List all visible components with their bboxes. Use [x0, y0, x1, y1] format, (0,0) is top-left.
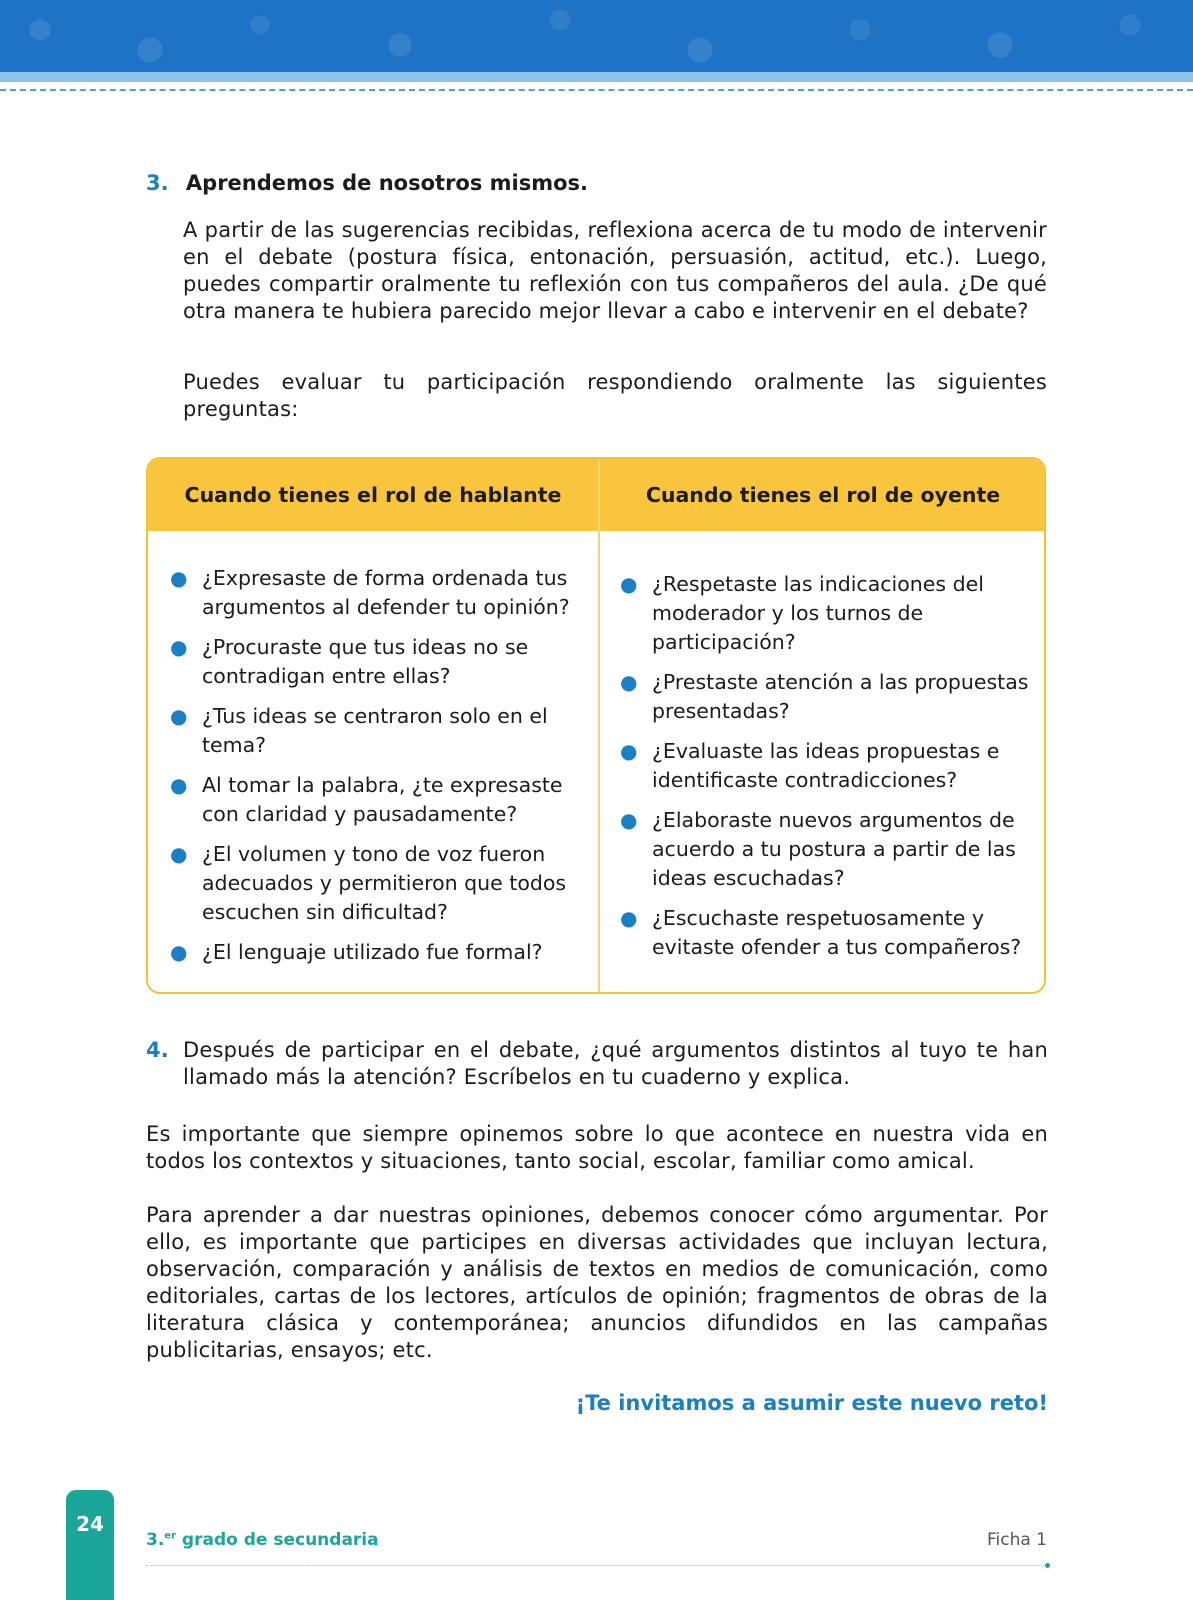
- section-3-number: 3.: [146, 171, 169, 195]
- list-item: ● ¿Prestaste atención a las propuestas presentadas?: [620, 670, 1029, 723]
- section-4: [146, 1037, 1048, 1091]
- bullet-icon: ●: [170, 940, 188, 964]
- bullet-icon: ●: [170, 704, 188, 728]
- list-item: ● ¿El lenguaje utilizado fue formal?: [164, 938, 584, 967]
- body-paragraph-2: Para aprender a dar nuestras opiniones, debemos conocer cómo argumentar. Por ello, es importante que participes en diversas actividades que incluyan lectura, observación, comparación y análisis de textos en medios de comunicación, como editoriales, cartas de los lectores, artículos de opinión; fragmentos de obras de la literatura clásica y contemporánea; anuncios difundidos en las campañas publicitarias, ensayos; etc.: [146, 1203, 1048, 1362]
- footer-dot: [1045, 1563, 1050, 1568]
- bullet-icon: ●: [620, 808, 638, 832]
- list-item: ● ¿El volumen y tono de voz fueron adecuados y permitieron que todos escuchen sin dificultad?: [170, 842, 567, 924]
- closing-invitation: ¡Te invitamos a asumir este nuevo reto!: [575, 1391, 1048, 1415]
- header-stripe: [0, 72, 1193, 82]
- section-3-heading: [146, 171, 1048, 195]
- bullet-icon: ●: [620, 906, 638, 930]
- table-column-divider: [598, 459, 600, 992]
- bullet-icon: ●: [620, 670, 638, 694]
- page-number-tab: [66, 1490, 114, 1600]
- bullet-icon: ●: [620, 739, 638, 763]
- bullet-icon: ●: [170, 842, 188, 866]
- list-item: ● ¿Procuraste que tus ideas no se contradigan entre ellas?: [170, 635, 529, 688]
- page-number: 24: [76, 1512, 104, 1536]
- header-dashed-divider: [0, 89, 1193, 91]
- list-item: ● ¿Expresaste de forma ordenada tus argumentos al defender tu opinión?: [170, 566, 570, 619]
- section-3-paragraph-2: Puedes evaluar tu participación respondiendo oralmente las siguientes preguntas:: [183, 370, 1047, 421]
- list-item: ● ¿Respetaste las indicaciones del moderador y los turnos de participación?: [620, 572, 984, 654]
- body-paragraph-1: Es importante que siempre opinemos sobre lo que acontece en nuestra vida en todos los contextos y situaciones, tanto social, escolar, familiar como amical.: [146, 1122, 1048, 1173]
- ficha-label: Ficha 1: [986, 1530, 1047, 1550]
- table-header-listener: Cuando tienes el rol de oyente: [645, 483, 1001, 507]
- footer-divider: [146, 1565, 1048, 1566]
- section-3-paragraph-1: A partir de las sugerencias recibidas, reflexiona acerca de tu modo de intervenir en el debate (postura física, entonación, persuasión, actitud, etc.). Luego, puedes compartir oralmente tu reflexión con tus compañeros del aula. ¿De qué otra manera te hubiera parecido mejor llevar a cabo e intervenir en el debate?: [183, 218, 1047, 323]
- bullet-icon: ●: [620, 572, 638, 596]
- section-4-text: Después de participar en el debate, ¿qué argumentos distintos al tuyo te han llamado más la atención? Escríbelos en tu cuaderno y explica.: [183, 1038, 1048, 1089]
- header-banner: [0, 0, 1193, 72]
- list-item: ● Al tomar la palabra, ¿te expresaste con claridad y pausadamente?: [170, 773, 563, 826]
- section-4-number: 4.: [146, 1038, 169, 1062]
- evaluation-table: [146, 457, 1046, 994]
- list-item: ● ¿Tus ideas se centraron solo en el tema?: [170, 704, 548, 757]
- bullet-icon: ●: [170, 773, 188, 797]
- list-item: ● ¿Elaboraste nuevos argumentos de acuerdo a tu postura a partir de las ideas escuchadas?: [620, 808, 1016, 890]
- list-item: ● ¿Escuchaste respetuosamente y evitaste ofender a tus compañeros?: [620, 906, 1022, 959]
- bullet-icon: ●: [170, 566, 188, 590]
- section-3-title: Aprendemos de nosotros mismos.: [185, 171, 589, 195]
- list-item: ● ¿Evaluaste las ideas propuestas e identificaste contradicciones?: [620, 739, 1000, 792]
- bullet-icon: ●: [170, 635, 188, 659]
- table-header-speaker: Cuando tienes el rol de hablante: [184, 483, 562, 507]
- grade-label: 3.$^{er}$ grado de secundaria: [146, 1530, 379, 1550]
- speaker-questions: [164, 564, 584, 978]
- listener-questions: [614, 570, 1034, 973]
